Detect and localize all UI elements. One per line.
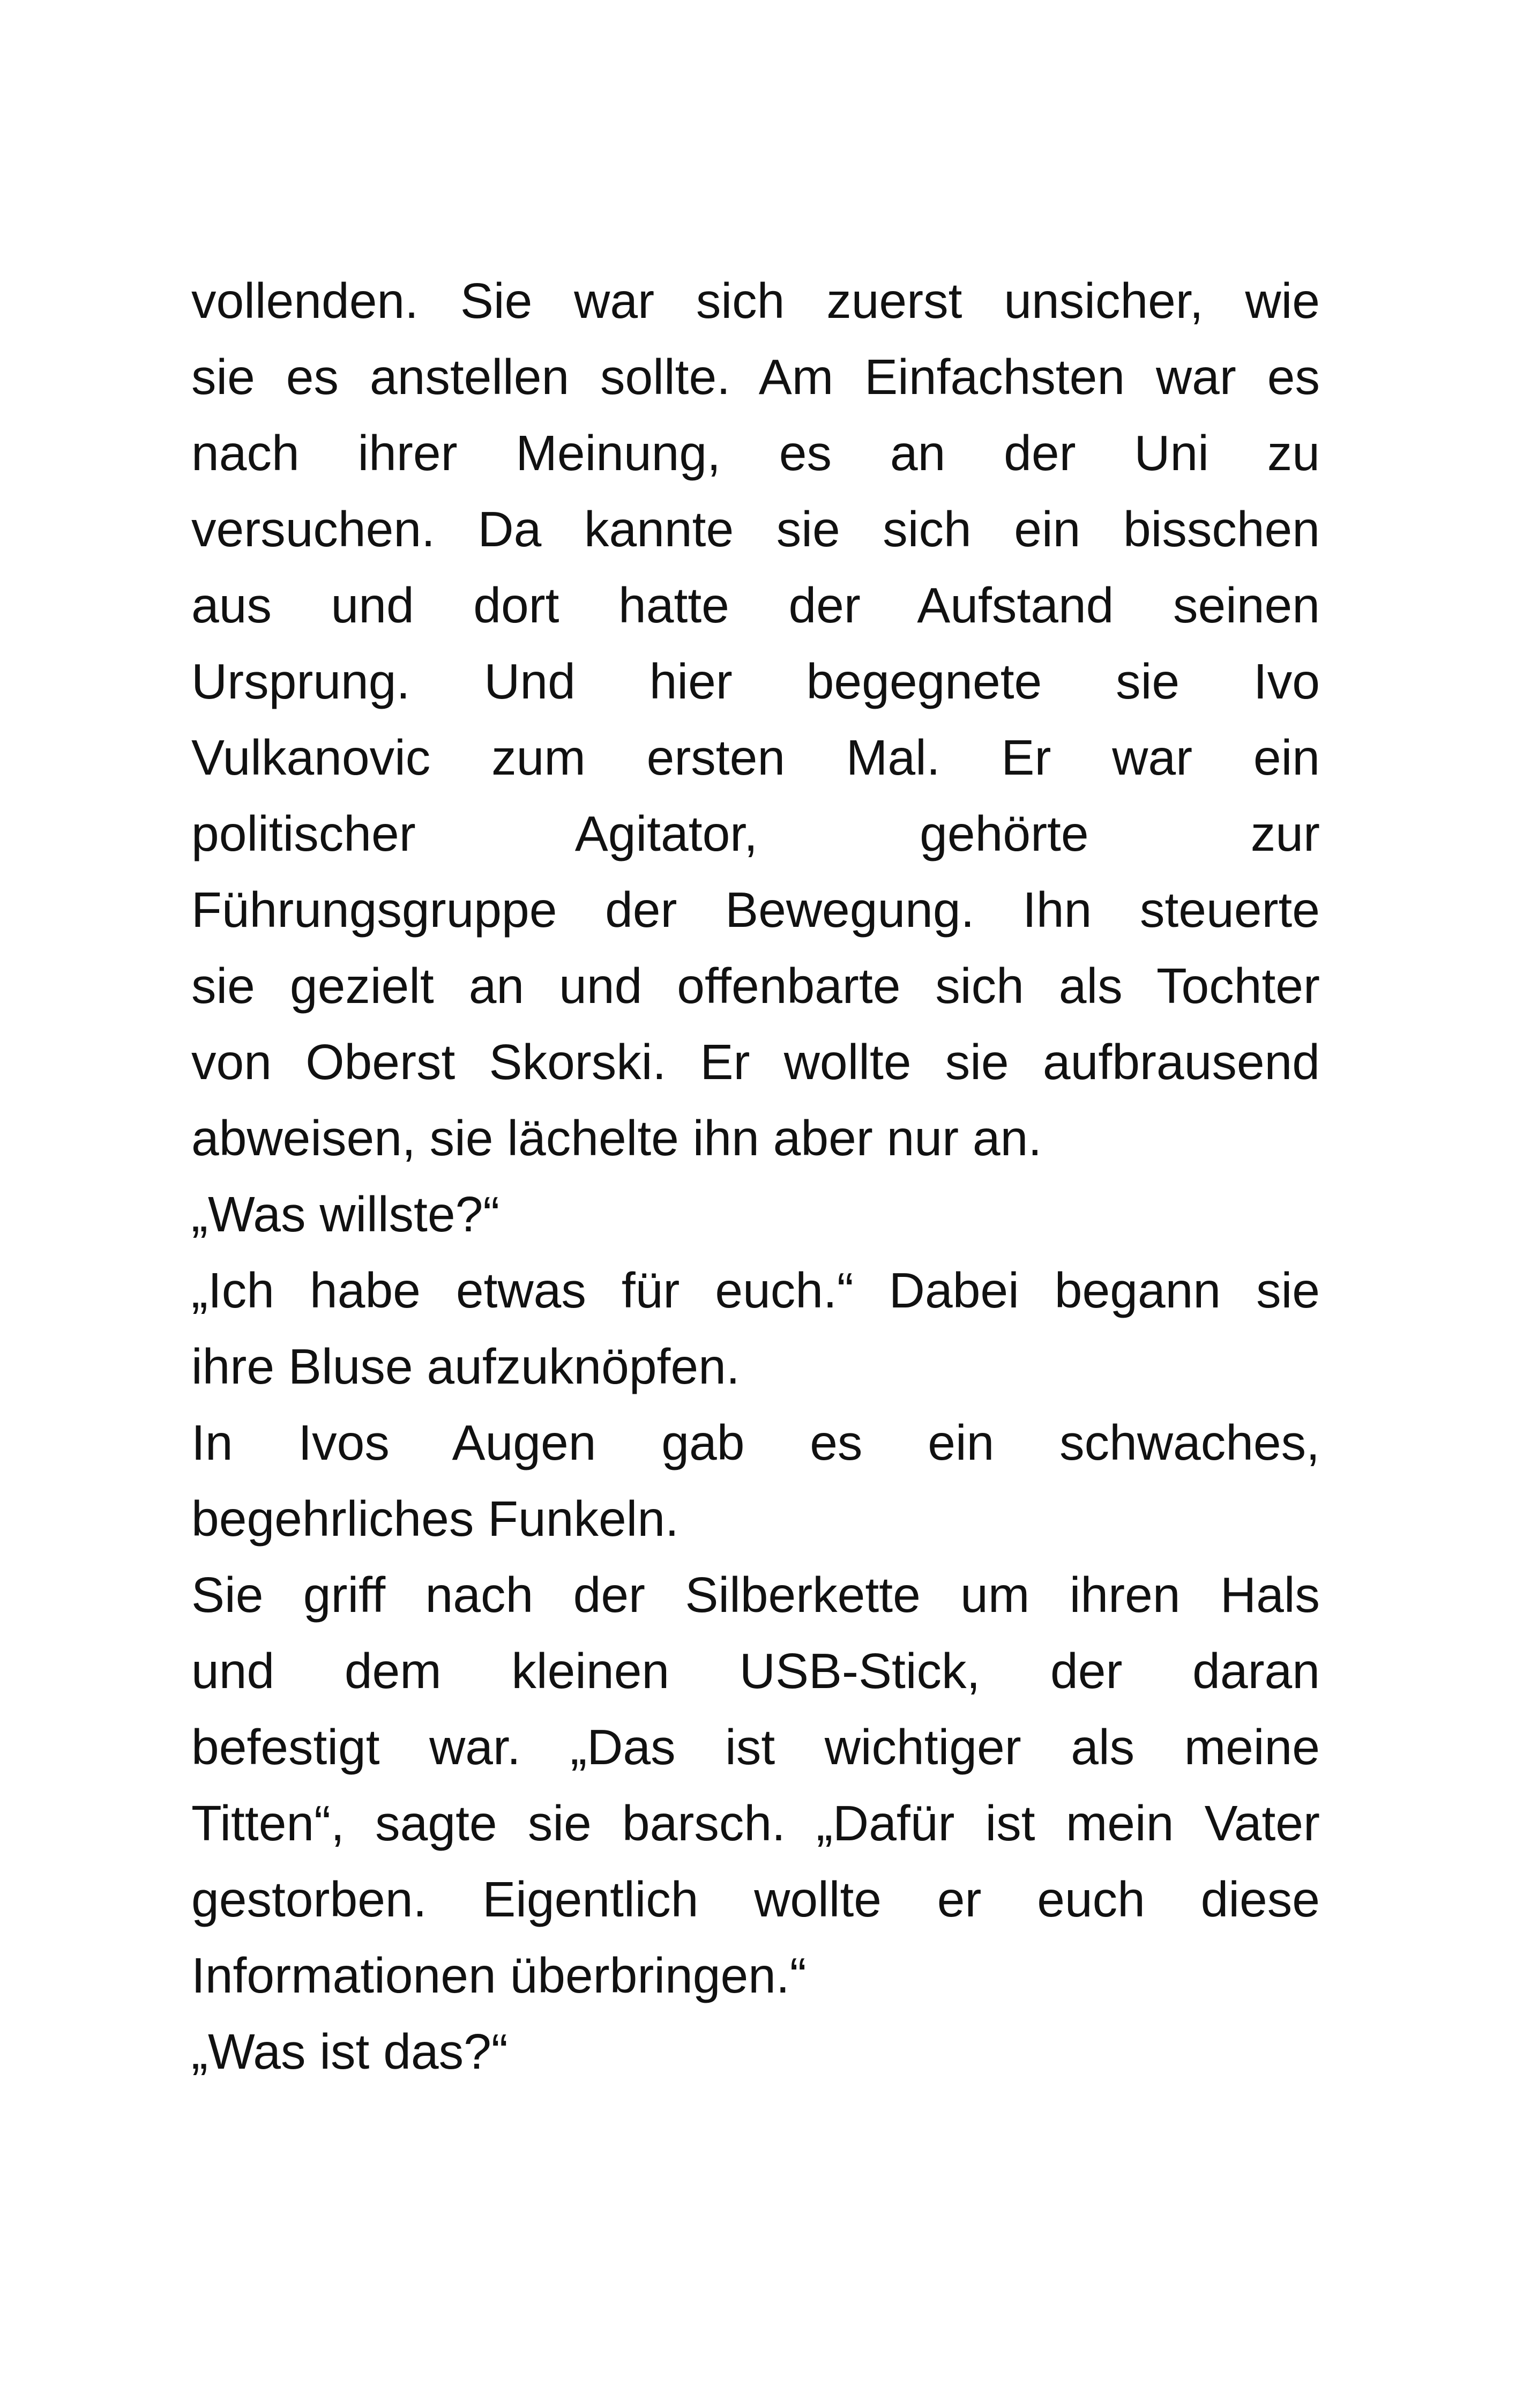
- text-line: Führungsgruppe der Bewegung. Ihn steuerte: [191, 882, 1320, 938]
- text-line: begehrliches Funkeln.: [191, 1491, 679, 1547]
- text-line: gestorben. Eigentlich wollte er euch diese: [191, 1871, 1320, 1927]
- text-line: ihre Bluse aufzuknöpfen.: [191, 1339, 740, 1394]
- text-line: „Was ist das?“: [191, 2024, 508, 2079]
- text-line: und dem kleinen USB-Stick, der daran: [191, 1643, 1320, 1699]
- text-line: Vulkanovic zum ersten Mal. Er war ein: [191, 730, 1320, 785]
- text-line: aus und dort hatte der Aufstand seinen: [191, 577, 1320, 633]
- text-line: Informationen überbringen.“: [191, 1948, 807, 2003]
- text-line: versuchen. Da kannte sie sich ein bisschen: [191, 501, 1320, 557]
- text-line: befestigt war. „Das ist wichtiger als meine: [191, 1719, 1320, 1775]
- text-line: Ursprung. Und hier begegnete sie Ivo: [191, 653, 1320, 709]
- body-text: [191, 263, 1320, 2090]
- text-line: „Was willste?“: [191, 1186, 500, 1242]
- text-line: sie gezielt an und offenbarte sich als Tochter: [191, 958, 1320, 1014]
- text-line: nach ihrer Meinung, es an der Uni zu: [191, 425, 1320, 481]
- text-line: Titten“, sagte sie barsch. „Dafür ist mein Vater: [191, 1795, 1320, 1851]
- text-line: abweisen, sie lächelte ihn aber nur an.: [191, 1110, 1042, 1166]
- text-line: „Ich habe etwas für euch.“ Dabei begann sie: [191, 1262, 1320, 1318]
- text-line: Sie griff nach der Silberkette um ihren Hals: [191, 1567, 1320, 1623]
- text-line: In Ivos Augen gab es ein schwaches,: [191, 1415, 1320, 1470]
- text-line: vollenden. Sie war sich zuerst unsicher, wie: [191, 273, 1320, 329]
- text-line: sie es anstellen sollte. Am Einfachsten war es: [191, 349, 1320, 405]
- text-line: politischer Agitator, gehörte zur: [191, 806, 1320, 861]
- text-line: von Oberst Skorski. Er wollte sie aufbrausend: [191, 1034, 1320, 1090]
